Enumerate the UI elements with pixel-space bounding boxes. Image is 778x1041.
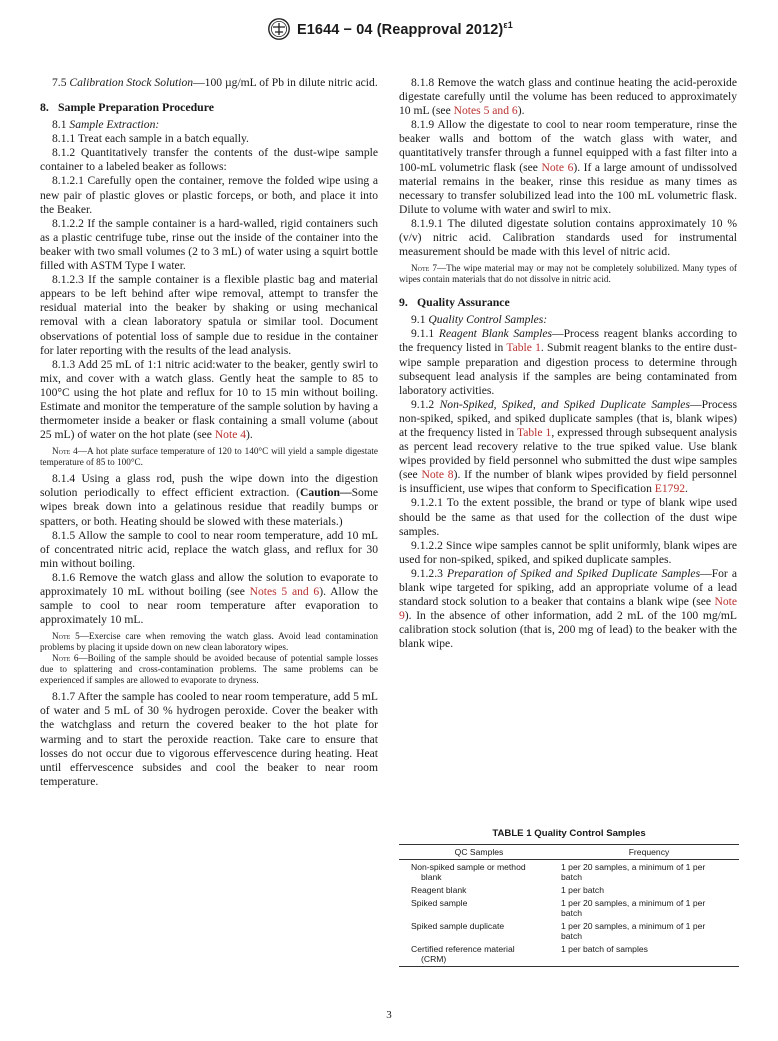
cell-text: 1 per batch (561, 885, 604, 895)
table-row (399, 919, 739, 942)
cell-text: blank (421, 872, 442, 882)
table-1-link[interactable]: Table 1 (506, 341, 541, 355)
para-8-1-2: 8.1.2 Quantitatively transfer the contents of the dust-wipe sample container to a labeled beaker as follows: (40, 146, 378, 174)
notes-5-6-link[interactable]: Notes 5 and 6 (249, 585, 320, 598)
table-header-row (399, 845, 739, 860)
para-7-5: 7.5 Calibration Stock Solution—100 µg/mL of Pb in dilute nitric acid. (52, 76, 378, 89)
note-6: Note 6—Boiling of the sample should be avoided because of potential sample losses due to splattering and cross-contamination problems. The same problems can be experienced if samples are allowed to evaporate to dryness. (40, 653, 378, 686)
note-7: Note 7—The wipe material may or may not be completely solubilized. Many types of wipes contain materials that do not dissolve in nitric acid. (399, 263, 737, 285)
para-8-1-6: 8.1.6 Remove the watch glass and allow the solution to evaporate to approximately 10 mL without boiling (see Notes 5 and 6). Allow the sample to cool to near room temperature after evaporation to approximately 10 mL. (40, 570, 378, 627)
para-8-1-1: 8.1.1 Treat each sample in a batch equally. (52, 132, 249, 146)
qc-samples-table (399, 844, 739, 967)
cell-text: Certified reference material (411, 944, 515, 954)
table-1 (399, 828, 739, 967)
cell-text: batch (561, 872, 583, 882)
notes-5-6-link-2[interactable]: Notes 5 and 6 (453, 104, 518, 118)
note-8-link[interactable]: Note 8 (421, 468, 454, 482)
document-designation: E1644 − 04 (Reapproval 2012)$^{\varepsilon 1}$ (297, 20, 513, 38)
e1792-link[interactable]: E1792 (654, 482, 686, 496)
qc-sample-cell (399, 883, 559, 896)
cell-text: 1 per 20 samples, a minimum of 1 per (561, 898, 706, 908)
para-8-1-7: 8.1.7 After the sample has cooled to near room temperature, add 5 mL of water and 5 mL of 30 % hydrogen peroxide. Cover the beaker with the watchglass and return the covered beaker to the hot plate for warming and to start the peroxide reaction. Take care to ensure that losses do not occur due to vigorous effervescence during heating. Heat until effervescence subsides and cool the beaker to near room temperature. (40, 690, 378, 788)
qc-sample-cell (399, 942, 559, 967)
table-1-link-2[interactable]: Table 1 (516, 425, 552, 439)
para-8-1-4: 8.1.4 Using a glass rod, push the wipe down into the digestion solution periodically to effect efficient extraction. (Caution—Some wipes break down into a gelatinous residue that readily bumps or spatters, or both. Heating should be slowed with these materials.) (40, 472, 378, 528)
right-column (399, 76, 737, 651)
frequency-cell (559, 860, 739, 884)
note-6-link[interactable]: Note 6 (541, 160, 574, 174)
frequency-cell (559, 919, 739, 942)
left-column (40, 76, 378, 789)
note-4-link[interactable]: Note 4 (214, 428, 247, 442)
cell-text: Spiked sample duplicate (411, 921, 505, 931)
cell-text: Reagent blank (411, 885, 467, 895)
qc-sample-cell (399, 919, 559, 942)
para-8-1-2-3: 8.1.2.3 If the sample container is a flexible plastic bag and material appears to be left behind after wipe removal, attempt to transfer the residual material into the beaker by shaking or using mechanical removal with a clean laboratory spatula or similar tool. Document observations of potential loss of sample due to residue in the container for later reporting with the results of the lead analysis. (40, 273, 378, 357)
column-header: Frequency (559, 845, 739, 860)
para-8-1-2-1: 8.1.2.1 Carefully open the container, remove the folded wipe using a new pair of plastic gloves or plastic forceps, or both, and place it into the Beaker. (40, 174, 378, 216)
table-row (399, 942, 739, 967)
qc-sample-cell (399, 860, 559, 884)
para-8-1-8: 8.1.8 Remove the watch glass and continue heating the acid-peroxide digestate carefully until the volume has been reduced to approximately 10 mL (see Notes 5 and 6). (399, 76, 737, 118)
para-8-1-9: 8.1.9 Allow the digestate to cool to near room temperature, rinse the beaker walls and bottom of the watch glass with water, and quantitatively transfer through a funnel equipped with a fast filter into a 100-mL volumetric flask (see Note 6). If a large amount of undissolved material remains in the beaker, rinse this residue as many times as necessary to transfer solubilized lead into the 100 mL volumetric flask. Dilute to volume with water and swirl to mix. (399, 118, 737, 216)
qc-sample-cell (399, 896, 559, 919)
frequency-cell (559, 883, 739, 896)
note-5: Note 5—Exercise care when removing the watch glass. Avoid lead contamination problems by placing it upside down on new clean laboratory wipes. (40, 631, 378, 653)
section-8-heading: 8. Sample Preparation Procedure (40, 100, 214, 115)
para-9-1-2-2: 9.1.2.2 Since wipe samples cannot be split uniformly, blank wipes are used for non-spiked, spiked, and spiked duplicate samples. (399, 538, 737, 566)
table-row (399, 896, 739, 919)
astm-logo-icon (268, 18, 290, 40)
para-8-1-2-2: 8.1.2.2 If the sample container is a hard-walled, rigid containers such as a plastic centrifuge tube, rinse out the inside of the container into the beaker with two small volumes (2 to 3 mL) of water using a squirt bottle filled with ASTM Type I water. (40, 216, 378, 273)
note-9-link[interactable]: Note 9 (399, 595, 737, 623)
para-8-1: 8.1 Sample Extraction: (52, 118, 160, 132)
cell-text: 1 per 20 samples, a minimum of 1 per (561, 921, 706, 931)
cell-text: Spiked sample (411, 898, 468, 908)
para-8-1-9-1: 8.1.9.1 The diluted digestate solution contains approximately 10 % (v/v) nitric acid. Calibration standards used for instrumental measurement should be made with this level of nitric acid. (399, 216, 737, 259)
frequency-cell (559, 942, 739, 967)
cell-text: batch (561, 908, 583, 918)
column-header: QC Samples (399, 845, 559, 860)
table-row (399, 883, 739, 896)
frequency-cell (559, 896, 739, 919)
para-8-1-5: 8.1.5 Allow the sample to cool to near room temperature, add 10 mL of concentrated nitric acid, replace the watch glass, and reflux for 30 min without boiling. (40, 528, 378, 570)
para-9-1-1: 9.1.1 Reagent Blank Samples—Process reagent blanks according to the frequency listed in Table 1. Submit reagent blanks to the entire dust-wipe sample preparation and digestion process to determine through subsequent lead analysis if the samples are being contaminated from laboratory activities. (399, 327, 737, 397)
para-9-1-2-1: 9.1.2.1 To the extent possible, the brand or type of blank wipe used should be the same as that used for the collection of the dust wipe samples. (399, 496, 737, 538)
para-8-1-3: 8.1.3 Add 25 mL of 1:1 nitric acid:water to the beaker, gently swirl to mix, and cover with a watch glass. Gently heat the sample to 85 to 100°C using the hot plate and reflux for 10 to 15 min without boiling. Estimate and monitor the temperature of the sample solution by having a thermometer inside a beaker or flask containing a small volume (about 25 mL) of water on the hot plate (see Note 4). (40, 357, 378, 442)
page-number: 3 (386, 1009, 392, 1021)
cell-text: 1 per 20 samples, a minimum of 1 per (561, 862, 706, 872)
para-9-1: 9.1 Quality Control Samples: (411, 313, 548, 327)
para-9-1-2: 9.1.2 Non-Spiked, Spiked, and Spiked Duplicate Samples—Process non-spiked, spiked, and spiked duplicate samples (that is, blank wipes) at the frequency listed in Table 1, expressed through subsequent analysis as percent lead recovery relative to the true spiked value. Use blank wipes provided by field personnel who submitted the dust wipe samples (see Note 8). If the number of blank wipes provided by field personnel is insufficient, use wipes that conform to Specification E1792. (399, 397, 737, 496)
cell-text: 1 per batch of samples (561, 944, 648, 954)
section-9-heading: 9. Quality Assurance (399, 295, 510, 310)
note-4: Note 4—A hot plate surface temperature of 120 to 140°C will yield a sample digestate temperature of 85 to 100°C. (40, 446, 378, 468)
table-row (399, 860, 739, 884)
cell-text: batch (561, 931, 583, 941)
table-1-title: TABLE 1 Quality Control Samples (492, 828, 646, 839)
page-header (0, 16, 778, 46)
cell-text: Non-spiked sample or method (411, 862, 526, 872)
cell-text: (CRM) (421, 954, 447, 964)
para-9-1-2-3: 9.1.2.3 Preparation of Spiked and Spiked Duplicate Samples—For a blank wipe targeted for spiking, add an appropriate volume of a lead standard stock solution to a beaker that contains a blank wipe (see Note 9). In the absence of other information, add 2 mL of the 100 mg/mL calibration stock solution (that is, 200 mg of lead) to the beaker with the blank wipe. (399, 566, 737, 651)
